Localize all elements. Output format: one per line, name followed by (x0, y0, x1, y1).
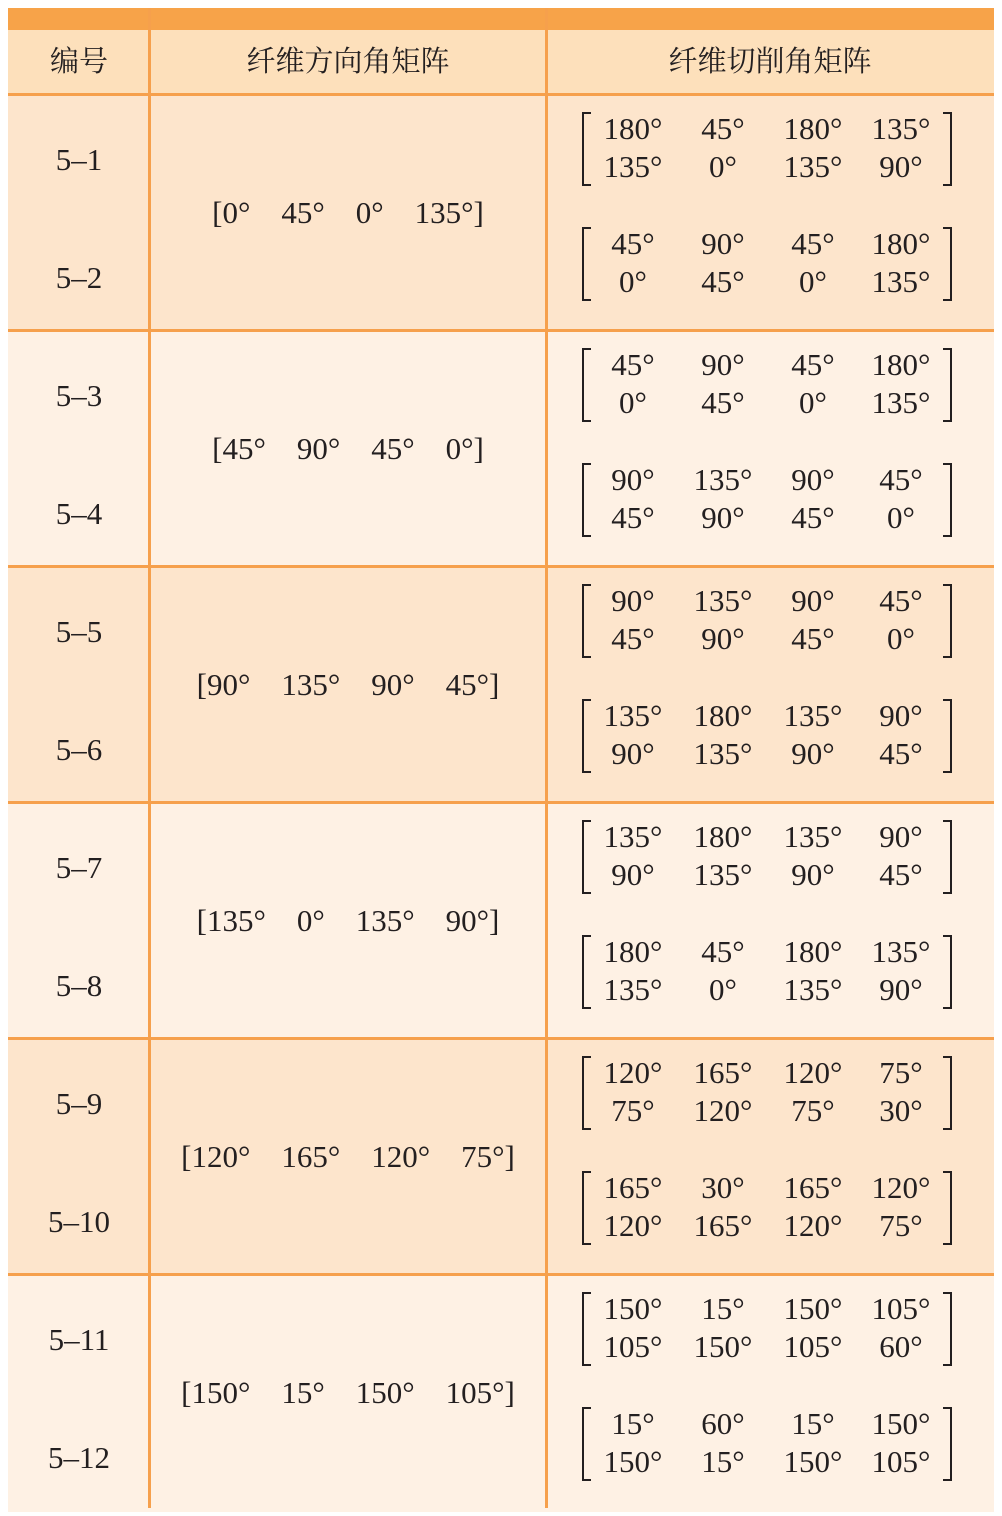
row-id: 5–12 (48, 1440, 110, 1475)
matrix-row (582, 1405, 952, 1443)
matrix-cell: 105° (871, 1291, 931, 1326)
matrix-cell: 45° (791, 226, 835, 261)
matrix-row (582, 1169, 952, 1207)
matrix-cell: 150° (871, 1406, 931, 1441)
matrix-cell: 180° (871, 226, 931, 261)
matrix-cell: 120° (603, 1208, 663, 1243)
matrix-row (582, 1092, 952, 1130)
matrix-cell: 120° (783, 1208, 843, 1243)
matrix-cell: 90° (611, 857, 655, 892)
cut-angle-matrix (582, 348, 952, 422)
matrix-cell: 135° (693, 736, 753, 771)
row-id: 5–10 (48, 1204, 110, 1239)
matrix-cell: 60° (701, 1406, 745, 1441)
matrix-cell: 90° (879, 972, 923, 1007)
matrix-cell: 135° (693, 583, 753, 618)
matrix-cell: 45° (791, 347, 835, 382)
cut-angle-matrix (582, 112, 952, 186)
matrix-row (582, 933, 952, 971)
matrix-cell: 90° (701, 500, 745, 535)
cut-angle-matrix (582, 1056, 952, 1130)
matrix-cell: 90° (791, 736, 835, 771)
table-row-group (8, 1040, 994, 1276)
matrix-cell: 165° (603, 1170, 663, 1205)
row-id: 5–8 (55, 968, 103, 1003)
matrix-row (582, 461, 952, 499)
orientation-matrix: [90° 135° 90° 45°] (196, 667, 500, 702)
matrix-row (582, 735, 952, 773)
matrix-cell: 0° (799, 385, 827, 420)
matrix-cell: 45° (879, 583, 923, 618)
table-top-strip (8, 8, 994, 30)
matrix-cell: 150° (693, 1329, 753, 1364)
matrix-cell: 0° (887, 621, 915, 656)
matrix-cell: 45° (879, 462, 923, 497)
matrix-cell: 90° (611, 736, 655, 771)
cut-angle-matrix (582, 1407, 952, 1481)
matrix-row (582, 225, 952, 263)
matrix-cell: 90° (791, 857, 835, 892)
table-row-group (8, 1276, 994, 1512)
matrix-cell: 90° (611, 583, 655, 618)
matrix-cell: 15° (701, 1444, 745, 1479)
matrix-cell: 105° (871, 1444, 931, 1479)
row-id: 5–9 (55, 1086, 103, 1121)
row-id: 5–1 (55, 142, 103, 177)
matrix-row (582, 1207, 952, 1245)
cut-angle-matrix (582, 463, 952, 537)
matrix-cell: 90° (791, 462, 835, 497)
row-id: 5–3 (55, 378, 103, 413)
matrix-cell: 105° (603, 1329, 663, 1364)
matrix-cell: 150° (603, 1291, 663, 1326)
orientation-matrix: [120° 165° 120° 75°] (181, 1139, 515, 1174)
matrix-row (582, 818, 952, 856)
row-id: 5–7 (55, 850, 103, 885)
orientation-matrix: [150° 15° 150° 105°] (181, 1375, 515, 1410)
matrix-row (582, 1290, 952, 1328)
matrix-cell: 0° (799, 264, 827, 299)
matrix-cell: 135° (603, 972, 663, 1007)
matrix-row (582, 499, 952, 537)
matrix-cell: 180° (783, 111, 843, 146)
matrix-cell: 45° (791, 500, 835, 535)
matrix-cell: 45° (701, 385, 745, 420)
column-divider-1 (148, 8, 151, 1508)
matrix-row (582, 346, 952, 384)
row-id: 5–11 (48, 1322, 110, 1357)
matrix-cell: 75° (791, 1093, 835, 1128)
matrix-cell: 45° (611, 621, 655, 656)
matrix-row (582, 1443, 952, 1481)
table-row-group (8, 804, 994, 1040)
matrix-row (582, 1328, 952, 1366)
matrix-cell: 135° (603, 819, 663, 854)
matrix-row (582, 148, 952, 186)
matrix-cell: 45° (701, 934, 745, 969)
row-id: 5–5 (55, 614, 103, 649)
matrix-cell: 150° (783, 1291, 843, 1326)
matrix-cell: 135° (783, 149, 843, 184)
matrix-cell: 90° (879, 698, 923, 733)
matrix-cell: 165° (693, 1055, 753, 1090)
matrix-cell: 75° (879, 1055, 923, 1090)
matrix-cell: 135° (871, 111, 931, 146)
matrix-cell: 180° (783, 934, 843, 969)
matrix-cell: 45° (879, 857, 923, 892)
matrix-cell: 135° (783, 972, 843, 1007)
matrix-cell: 90° (611, 462, 655, 497)
matrix-cell: 30° (701, 1170, 745, 1205)
matrix-cell: 15° (611, 1406, 655, 1441)
matrix-cell: 165° (693, 1208, 753, 1243)
header-id: 编号 (49, 44, 108, 78)
table-header (8, 30, 994, 96)
matrix-cell: 150° (603, 1444, 663, 1479)
cut-angle-matrix (582, 1292, 952, 1366)
matrix-cell: 15° (701, 1291, 745, 1326)
matrix-row (582, 263, 952, 301)
matrix-cell: 45° (611, 500, 655, 535)
matrix-cell: 45° (701, 111, 745, 146)
matrix-cell: 135° (783, 819, 843, 854)
matrix-row (582, 1054, 952, 1092)
matrix-cell: 15° (791, 1406, 835, 1441)
matrix-cell: 135° (871, 934, 931, 969)
header-orientation-matrix: 纤维方向角矩阵 (246, 44, 450, 78)
cut-angle-matrix (582, 820, 952, 894)
cut-angle-matrix (582, 1171, 952, 1245)
matrix-cell: 180° (871, 347, 931, 382)
matrix-row (582, 971, 952, 1009)
row-id: 5–4 (55, 496, 103, 531)
matrix-cell: 135° (871, 385, 931, 420)
header-cut-angle-matrix: 纤维切削角矩阵 (668, 44, 872, 78)
cut-angle-matrix (582, 699, 952, 773)
matrix-cell: 60° (879, 1329, 923, 1364)
orientation-matrix: [45° 90° 45° 0°] (212, 431, 484, 466)
row-id: 5–6 (55, 732, 103, 767)
matrix-cell: 90° (879, 819, 923, 854)
matrix-cell: 30° (879, 1093, 923, 1128)
matrix-cell: 135° (693, 462, 753, 497)
matrix-cell: 135° (871, 264, 931, 299)
orientation-matrix: [0° 45° 0° 135°] (212, 195, 484, 230)
matrix-row (582, 384, 952, 422)
matrix-cell: 90° (791, 583, 835, 618)
fiber-angle-table (8, 8, 994, 1508)
matrix-row (582, 697, 952, 735)
table-row-group (8, 568, 994, 804)
matrix-cell: 105° (783, 1329, 843, 1364)
matrix-cell: 120° (693, 1093, 753, 1128)
matrix-cell: 45° (701, 264, 745, 299)
matrix-cell: 45° (791, 621, 835, 656)
orientation-matrix: [135° 0° 135° 90°] (196, 903, 500, 938)
matrix-cell: 135° (693, 857, 753, 892)
matrix-cell: 180° (603, 111, 663, 146)
matrix-cell: 0° (709, 149, 737, 184)
matrix-cell: 120° (603, 1055, 663, 1090)
matrix-cell: 135° (603, 698, 663, 733)
matrix-cell: 90° (701, 347, 745, 382)
table-row-group (8, 96, 994, 332)
matrix-cell: 90° (701, 621, 745, 656)
table-row-group (8, 332, 994, 568)
matrix-cell: 45° (611, 347, 655, 382)
matrix-cell: 45° (611, 226, 655, 261)
cut-angle-matrix (582, 935, 952, 1009)
matrix-cell: 180° (603, 934, 663, 969)
matrix-cell: 150° (783, 1444, 843, 1479)
matrix-cell: 165° (783, 1170, 843, 1205)
matrix-cell: 0° (619, 385, 647, 420)
matrix-cell: 90° (879, 149, 923, 184)
matrix-row (582, 856, 952, 894)
matrix-cell: 75° (879, 1208, 923, 1243)
matrix-cell: 45° (879, 736, 923, 771)
matrix-cell: 0° (619, 264, 647, 299)
matrix-cell: 90° (701, 226, 745, 261)
matrix-cell: 0° (887, 500, 915, 535)
matrix-cell: 120° (871, 1170, 931, 1205)
matrix-cell: 135° (603, 149, 663, 184)
matrix-cell: 180° (693, 819, 753, 854)
matrix-cell: 0° (709, 972, 737, 1007)
cut-angle-matrix (582, 227, 952, 301)
matrix-row (582, 620, 952, 658)
matrix-row (582, 582, 952, 620)
matrix-cell: 75° (611, 1093, 655, 1128)
column-divider-2 (545, 8, 548, 1508)
cut-angle-matrix (582, 584, 952, 658)
row-id: 5–2 (55, 260, 103, 295)
matrix-row (582, 110, 952, 148)
matrix-cell: 135° (783, 698, 843, 733)
matrix-cell: 120° (783, 1055, 843, 1090)
matrix-cell: 180° (693, 698, 753, 733)
